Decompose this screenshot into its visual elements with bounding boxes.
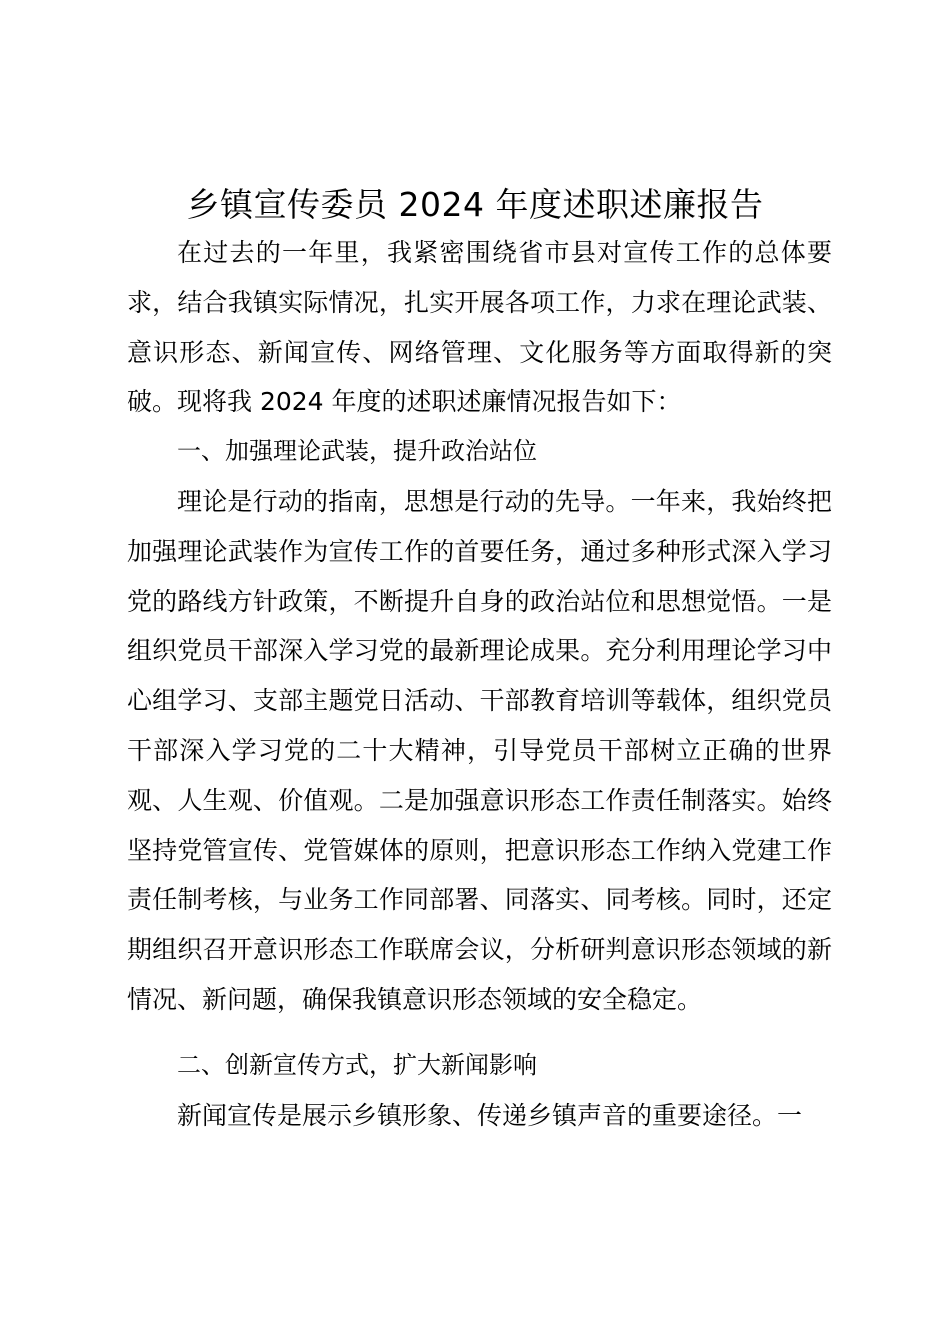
- section-heading-2: 二、创新宣传方式，扩大新闻影响: [177, 1050, 537, 1079]
- intro-paragraph: 在过去的一年里，我紧密围绕省市县对宣传工作的总体要求，结合我镇实际情况，扎实开展各项工作，力求在理论武装、意识形态、新闻宣传、网络管理、文化服务等方面取得新的突破。现将我 2024 年度的述职述廉情况报告如下：: [127, 238, 832, 417]
- document-title: 乡镇宣传委员 2024 年度述职述廉报告: [186, 185, 764, 224]
- section-1-paragraph: 理论是行动的指南，思想是行动的先导。一年来，我始终把加强理论武装作为宣传工作的首要任务，通过多种形式深入学习党的路线方针政策，不断提升自身的政治站位和思想觉悟。一是组织党员干部深入学习党的最新理论成果。充分利用理论学习中心组学习、支部主题党日活动、干部教育培训等载体，组织党员干部深入学习党的二十大精神，引导党员干部树立正确的世界观、人生观、价值观。二是加强意识形态工作责任制落实。始终坚持党管宣传、党管媒体的原则，把意识形态工作纳入党建工作责任制考核，与业务工作同部署、同落实、同考核。同时，还定期组织召开意识形态工作联席会议，分析研判意识形态领域的新情况、新问题，确保我镇意识形态领域的安全稳定。: [127, 486, 832, 1014]
- section-2-paragraph: 新闻宣传是展示乡镇形象、传递乡镇声音的重要途径。一: [177, 1100, 803, 1130]
- section-heading-1: 一、加强理论武装，提升政治站位: [177, 437, 537, 466]
- document-body: [127, 228, 832, 1140]
- paragraph-spacer: [127, 1025, 832, 1041]
